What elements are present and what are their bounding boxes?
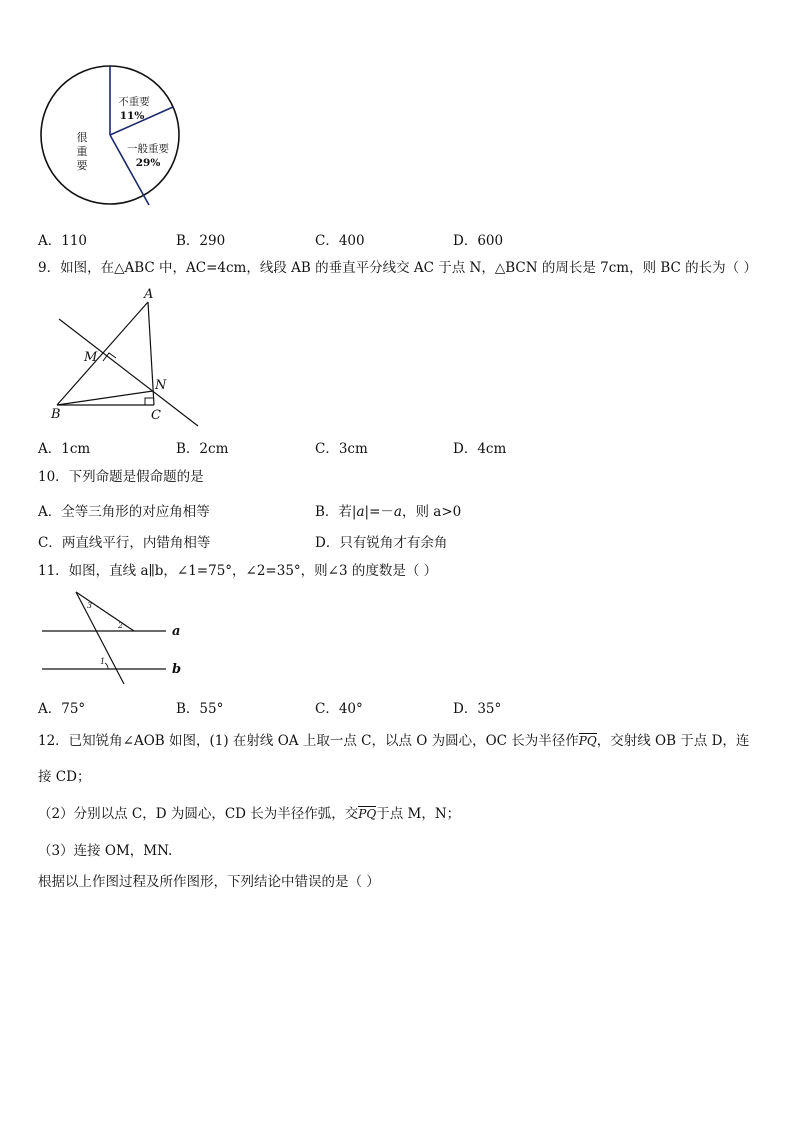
slanted-line [76,592,134,631]
transversal-line [76,592,124,684]
pie-label-general: 一般重要 [127,143,169,155]
label-angle-3: 3 [87,601,93,610]
pie-label-very-1: 很 [76,131,88,144]
parallel-lines-figure [38,588,198,688]
pie-label-very-2: 重 [76,145,88,158]
q12-arc-pq-2: PQ [358,807,377,821]
q9-option-d: D．4cm [453,441,507,457]
q10-option-b-prefix: B．若| [315,504,357,520]
label-m: M [84,350,98,365]
q10-option-c: C．两直线平行，内错角相等 [38,535,211,551]
q8-option-c: C．400 [315,233,365,249]
label-a: A [144,287,154,302]
perp-bisector-line [59,319,198,426]
label-n: N [155,378,167,393]
q10-option-d: D．只有锐角才有余角 [315,535,448,551]
q10-option-a: A．全等三角形的对应角相等 [38,504,210,520]
q10-option-b-suffix: ，则 a>0 [401,504,462,520]
label-angle-2: 2 [118,621,124,630]
q8-option-b: B．290 [176,233,226,249]
q11-option-b: B．55° [176,701,224,717]
q10-option-b-var2: a [393,504,402,520]
q12-line3-b: 于点 M，N； [376,806,461,822]
q11-option-a: A．75° [38,701,86,717]
q10-option-b-mid: |=－ [364,504,394,520]
label-c: C [151,408,161,423]
q12-line3 [38,806,460,822]
q12-line1 [38,733,749,749]
pie-pct-not-important: 11% [119,110,145,122]
label-b: B [51,407,61,422]
right-angle-mark-c [145,398,153,405]
q12-line1-text: 12．已知锐角∠AOB 如图，(1) 在射线 OA 上取一点 C，以点 O 为圆心，OC 长为半径作 [38,733,579,749]
q10-option-b [315,500,461,520]
q8-option-a: A．110 [38,233,88,249]
q12-line4: （3）连接 OM，MN. [38,843,173,859]
q12-line2: 接 CD； [38,769,91,785]
angle-1-arc [105,663,108,669]
q12-arc-pq-1: PQ [578,734,597,748]
q9-stem: 9．如图，在△ABC 中，AC=4cm，线段 AB 的垂直平分线交 AC 于点 N，△BCN 的周长是 7cm，则 BC 的长为（ ） [38,260,757,276]
q11-option-d: D．35° [453,701,502,717]
label-line-b: b [172,662,182,677]
q12-line1-end: ，交射线 OB 于点 D，连 [596,733,750,749]
q8-option-d: D．600 [453,233,504,249]
q11-stem: 11．如图，直线 a∥b，∠1=75°，∠2=35°，则∠3 的度数是（ ） [38,563,438,579]
pie-label-very-3: 要 [76,159,88,172]
q12-line5: 根据以上作图过程及所作图形，下列结论中错误的是（ ） [38,874,380,890]
pie-pct-general: 29% [135,157,161,169]
label-angle-1: 1 [100,657,106,666]
q9-option-b: B．2cm [176,441,229,457]
label-line-a: a [172,624,181,639]
pie-figure [40,55,185,215]
q12-line3-a: （2）分别以点 C，D 为圆心，CD 长为半径作弧，交 [38,806,359,822]
q10-stem: 10．下列命题是假命题的是 [38,469,204,485]
triangle-figure [45,285,215,430]
pie-label-not-important: 不重要 [118,96,150,108]
segment-bn [57,391,153,405]
q11-option-c: C．40° [315,701,363,717]
q9-option-a: A．1cm [38,441,91,457]
side-ab [57,302,148,405]
q9-option-c: C．3cm [315,441,368,457]
q10-option-b-var: a [356,504,365,520]
